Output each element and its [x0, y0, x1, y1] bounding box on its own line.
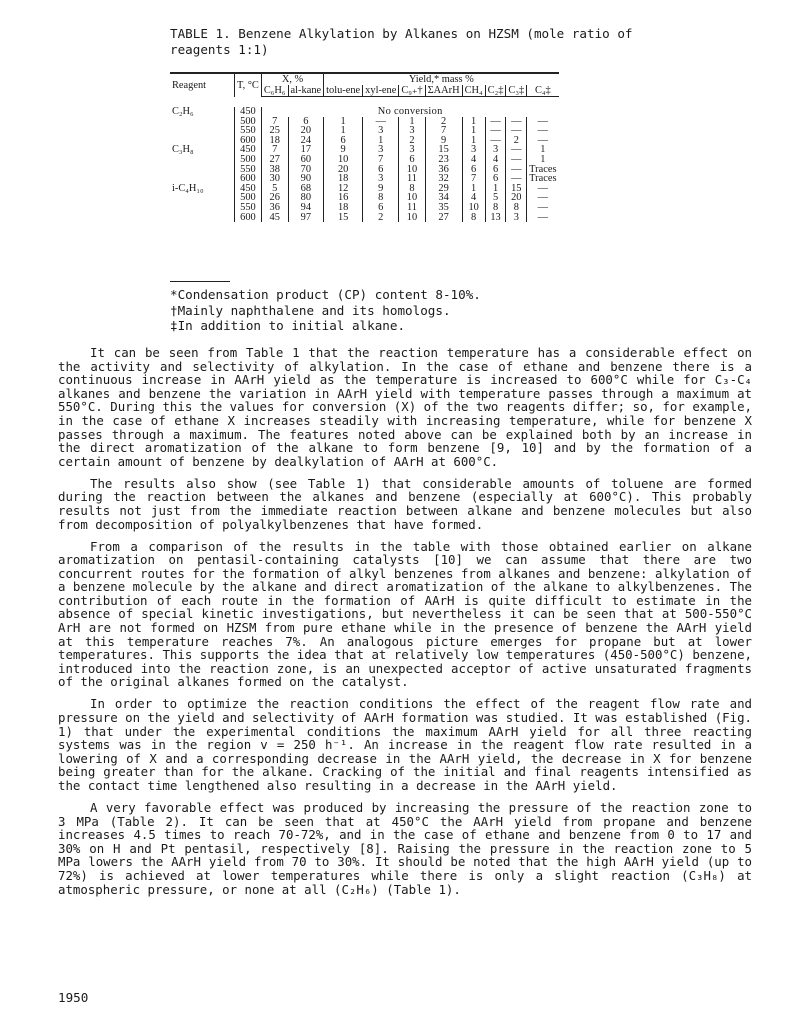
table-cell: 2	[399, 136, 425, 146]
table-cell: 3	[485, 145, 506, 155]
table-cell: 8	[399, 184, 425, 194]
reagent-label: C₂H₆	[172, 106, 194, 117]
table-cell: 1	[462, 184, 485, 194]
table-cell: 1	[527, 155, 559, 165]
table-cell: 3	[462, 145, 485, 155]
table-cell: 9	[425, 136, 462, 146]
table-cell: —	[506, 117, 527, 127]
col-header-c4: C₄‡	[527, 85, 559, 97]
table-cell: 450	[235, 145, 262, 155]
table-cell: 8	[485, 203, 506, 213]
table-cell: 10	[324, 155, 363, 165]
paragraph: The results also show (see Table 1) that considerable amounts of toluene are formed during the reaction between the alkanes and benzene (especially at 600°C). This probably results not just from the immediate reaction between alkane and benzene molecules but also from decomposition of polyalkylbenzenes that have formed.	[58, 475, 752, 532]
table-cell: 6	[399, 155, 425, 165]
table-cell: 9	[363, 184, 399, 194]
col-header-c3: C₃‡	[506, 85, 527, 97]
table-cell: 23	[425, 155, 462, 165]
table-cell: 18	[261, 136, 288, 146]
table-cell: 13	[485, 213, 506, 223]
table-cell: 2	[363, 213, 399, 223]
table-cell: —	[527, 193, 559, 203]
table-cell: 2	[506, 136, 527, 146]
table-cell: 30	[261, 174, 288, 184]
table-cell: —	[527, 126, 559, 136]
table-cell: 8	[363, 193, 399, 203]
table-cell: —	[363, 117, 399, 127]
paragraph: In order to optimize the reaction conditions the effect of the reagent flow rate and pressure on the yield and selectivity of AArH formation was studied. It was established (Fig. 1) that under the experimental conditions the maximum AArH yield for all three reacting systems was in the region v = 250 h⁻¹. An increase in the reagent flow rate resulted in a lowering of X and a corresponding decrease in the AArH yield, the decrease in X for benzene being greater than for the alkane. Cracking of the initial and final reagents intensified as the contact time lengthened also resulting in a decrease in the AArH yield.	[58, 696, 752, 793]
table-body	[170, 107, 559, 222]
table-cell: Traces	[527, 165, 559, 175]
table-cell: 11	[399, 203, 425, 213]
table-cell: 4	[462, 155, 485, 165]
table-cell: 3	[399, 145, 425, 155]
col-header-xylene: xyl-ene	[363, 85, 399, 97]
table-cell: 1	[462, 117, 485, 127]
no-conversion-note: No conversion	[261, 107, 558, 117]
reagent-label: C₃H₈	[172, 144, 194, 156]
footnote-rule	[170, 281, 230, 282]
group-header-conversion: X, %	[261, 73, 323, 85]
table-cell: 550	[235, 203, 262, 213]
reagent-cell-empty	[170, 213, 235, 223]
col-header-toluene: tolu-ene	[324, 85, 363, 97]
table-row	[170, 165, 559, 175]
table-cell: 3	[363, 174, 399, 184]
table-cell: 10	[399, 213, 425, 223]
table-cell: 1	[324, 117, 363, 127]
table-cell: 16	[324, 193, 363, 203]
table-cell: 7	[363, 155, 399, 165]
table-cell: 10	[399, 165, 425, 175]
table-cell: Traces	[527, 174, 559, 184]
table-cell: 25	[261, 126, 288, 136]
reagent-cell-empty	[170, 165, 235, 175]
reagent-cell-empty	[170, 117, 235, 127]
table-cell: 3	[363, 126, 399, 136]
results-table	[170, 72, 559, 222]
table-cell: 5	[485, 193, 506, 203]
table-cell: 60	[288, 155, 324, 165]
table-cell: 36	[261, 203, 288, 213]
table-cell: 27	[261, 155, 288, 165]
table-cell: 70	[288, 165, 324, 175]
table-cell: 1	[462, 126, 485, 136]
table-row	[170, 155, 559, 165]
table-cell: —	[485, 117, 506, 127]
col-header-temperature: T, °C	[235, 73, 262, 97]
table-row	[170, 145, 559, 155]
table-cell: 26	[261, 193, 288, 203]
footnote: *Condensation product (CP) content 8-10%.	[170, 287, 481, 302]
table-cell: 7	[261, 117, 288, 127]
footnote: †Mainly naphthalene and its homologs.	[170, 302, 451, 318]
table-cell: 10	[462, 203, 485, 213]
table-cell: —	[506, 145, 527, 155]
table-cell: 11	[399, 174, 425, 184]
reagent-cell-empty	[170, 193, 235, 203]
col-header-c2: C₂‡	[485, 85, 506, 97]
table-cell: 24	[288, 136, 324, 146]
table-cell: 34	[425, 193, 462, 203]
table-cell: 1	[363, 136, 399, 146]
table-row	[170, 193, 559, 203]
col-header-ch4: CH₄	[462, 85, 485, 97]
table-cell: 90	[288, 174, 324, 184]
col-header-reagent: Reagent	[172, 79, 207, 91]
table-cell: 600	[235, 213, 262, 223]
footnote: ‡In addition to initial alkane.	[170, 318, 406, 334]
paragraph: From a comparison of the results in the table with those obtained earlier on alkane aromatization on pentasil-containing catalysts [10] we can assume that there are two concurrent routes for the formation of alkyl benzenes from alkanes and benzene: alkylation of a benzene molecule by the alkane and direct aromatization of the alkane to alkylbenzenes. The contribution of each route in the formation of AArH is quite difficult to estimate in the absence of special kinetic investigations, but nevertheless it can be seen that at 500-550°C ArH are not formed on HZSM from pure ethane while in the presence of benzene the AArH yield at this temperature reaches 7%. An analogous picture emerges for propane but at lower temperatures. This supports the idea that at relatively low temperatures (450-500°C) benzene, introduced into the reaction zone, is an unexpected acceptor of active unsaturated fragments of the original alkanes formed on the catalyst.	[58, 538, 752, 690]
table-cell: 1	[527, 145, 559, 155]
table-cell: 15	[324, 213, 363, 223]
table-cell: —	[506, 174, 527, 184]
table-cell: 8	[506, 203, 527, 213]
table-cell: 7	[425, 126, 462, 136]
table-cell: 15	[506, 184, 527, 194]
reagent-label: i-C₄H₁₀	[172, 182, 204, 194]
table-row	[170, 136, 559, 146]
page-number: 1950	[58, 990, 89, 1005]
table-cell: 9	[324, 145, 363, 155]
table-cell: 1	[462, 136, 485, 146]
table-row	[170, 213, 559, 223]
table-cell: 7	[261, 145, 288, 155]
table-cell: 32	[425, 174, 462, 184]
reagent-cell-empty	[170, 155, 235, 165]
table-cell: 35	[425, 203, 462, 213]
table-cell: 20	[288, 126, 324, 136]
table-cell: 6	[363, 203, 399, 213]
table-cell: 1	[399, 117, 425, 127]
col-header-aarh: ΣAArH	[425, 85, 462, 97]
table-cell: 6	[288, 117, 324, 127]
table-cell: 80	[288, 193, 324, 203]
col-header-c9plus: C₉₊†	[399, 85, 425, 97]
table-cell: 17	[288, 145, 324, 155]
body-text	[58, 346, 752, 905]
table-cell: —	[485, 136, 506, 146]
table-cell: 15	[425, 145, 462, 155]
table-cell: 68	[288, 184, 324, 194]
table-row	[170, 174, 559, 184]
table-cell: 3	[363, 145, 399, 155]
table-cell: —	[527, 184, 559, 194]
table-cell: —	[485, 126, 506, 136]
reagent-cell-empty	[170, 126, 235, 136]
table-cell: 500	[235, 155, 262, 165]
table-cell: 2	[425, 117, 462, 127]
table-cell: —	[527, 203, 559, 213]
table-cell: 6	[485, 165, 506, 175]
table-cell: 20	[506, 193, 527, 203]
table-cell: —	[506, 126, 527, 136]
table-cell: 1	[485, 184, 506, 194]
table-cell: 3	[399, 126, 425, 136]
table-row	[170, 184, 559, 194]
table-cell: 29	[425, 184, 462, 194]
table-cell: 3	[506, 213, 527, 223]
table-cell: 600	[235, 174, 262, 184]
table-cell: 5	[261, 184, 288, 194]
table-cell: 10	[399, 193, 425, 203]
table-cell: 550	[235, 165, 262, 175]
table-cell: 450	[235, 107, 262, 117]
col-header-alkane: al-kane	[288, 85, 324, 97]
table-cell: 6	[363, 165, 399, 175]
table-cell: —	[506, 165, 527, 175]
paragraph: A very favorable effect was produced by increasing the pressure of the reaction zone to 3 MPa (Table 2). It can be seen that at 450°C the AArH yield from propane and benzene increases 4.5 times to reach 70-72%, and in the case of ethane and benzene from 0 to 17 and 30% on H and Pt pentasil, respectively [8]. Raising the pressure in the reaction zone to 5 MPa lowers the AArH yield from 70 to 30%. It should be noted that the high AArH yield (up to 72%) is achieved at lower temperatures while there is only a slight reaction (C₃H₈) at atmospheric pressure, or none at all (C₂H₆) (Table 1).	[58, 799, 752, 897]
table-cell: 94	[288, 203, 324, 213]
table-cell: 6	[485, 174, 506, 184]
table-caption: TABLE 1. Benzene Alkylation by Alkanes on HZSM (mole ratio of reagents 1:1)	[170, 26, 633, 57]
table-cell: 36	[425, 165, 462, 175]
table-cell: 7	[462, 174, 485, 184]
table-cell: 38	[261, 165, 288, 175]
table-cell: 450	[235, 184, 262, 194]
table-cell: 550	[235, 126, 262, 136]
table-footnotes	[170, 287, 481, 334]
table-cell: —	[506, 155, 527, 165]
table-cell: 500	[235, 193, 262, 203]
table-cell: 18	[324, 203, 363, 213]
table-cell: 4	[485, 155, 506, 165]
table-cell: 500	[235, 117, 262, 127]
table-cell: —	[527, 117, 559, 127]
reagent-cell-empty	[170, 203, 235, 213]
table-cell: —	[527, 136, 559, 146]
table-cell: 6	[324, 136, 363, 146]
table-cell: 97	[288, 213, 324, 223]
group-header-yield: Yield,* mass %	[324, 73, 559, 85]
table-cell: 6	[462, 165, 485, 175]
table-cell: 600	[235, 136, 262, 146]
table-cell: 12	[324, 184, 363, 194]
table-cell: 1	[324, 126, 363, 136]
table-cell: —	[527, 213, 559, 223]
table-cell: 8	[462, 213, 485, 223]
table-cell: 4	[462, 193, 485, 203]
table-cell: 45	[261, 213, 288, 223]
paragraph: It can be seen from Table 1 that the reaction temperature has a considerable effect on the activity and selectivity of alkylation. In the case of ethane and benzene there is a continuous increase in AArH yield as the temperature is increased to 600°C while for C₃-C₄ alkanes and benzene the variation in AArH yield with temperature passes through a maximum at 550°C. During this the values for conversion (X) of the two reagents differ; so, for example, in the case of ethane X increases steadily with increasing temperature, while for benzene X passes through a maximum. The features noted above can be explained both by an increase in the direct aromatization of the alkane to form benzene [9, 10] and by the formation of a certain amount of benzene by dealkylation of AArH at 600°C.	[58, 345, 752, 469]
table-cell: 27	[425, 213, 462, 223]
table-cell: 18	[324, 174, 363, 184]
col-header-benzene: C₆H₆	[261, 85, 288, 97]
table-cell: 20	[324, 165, 363, 175]
